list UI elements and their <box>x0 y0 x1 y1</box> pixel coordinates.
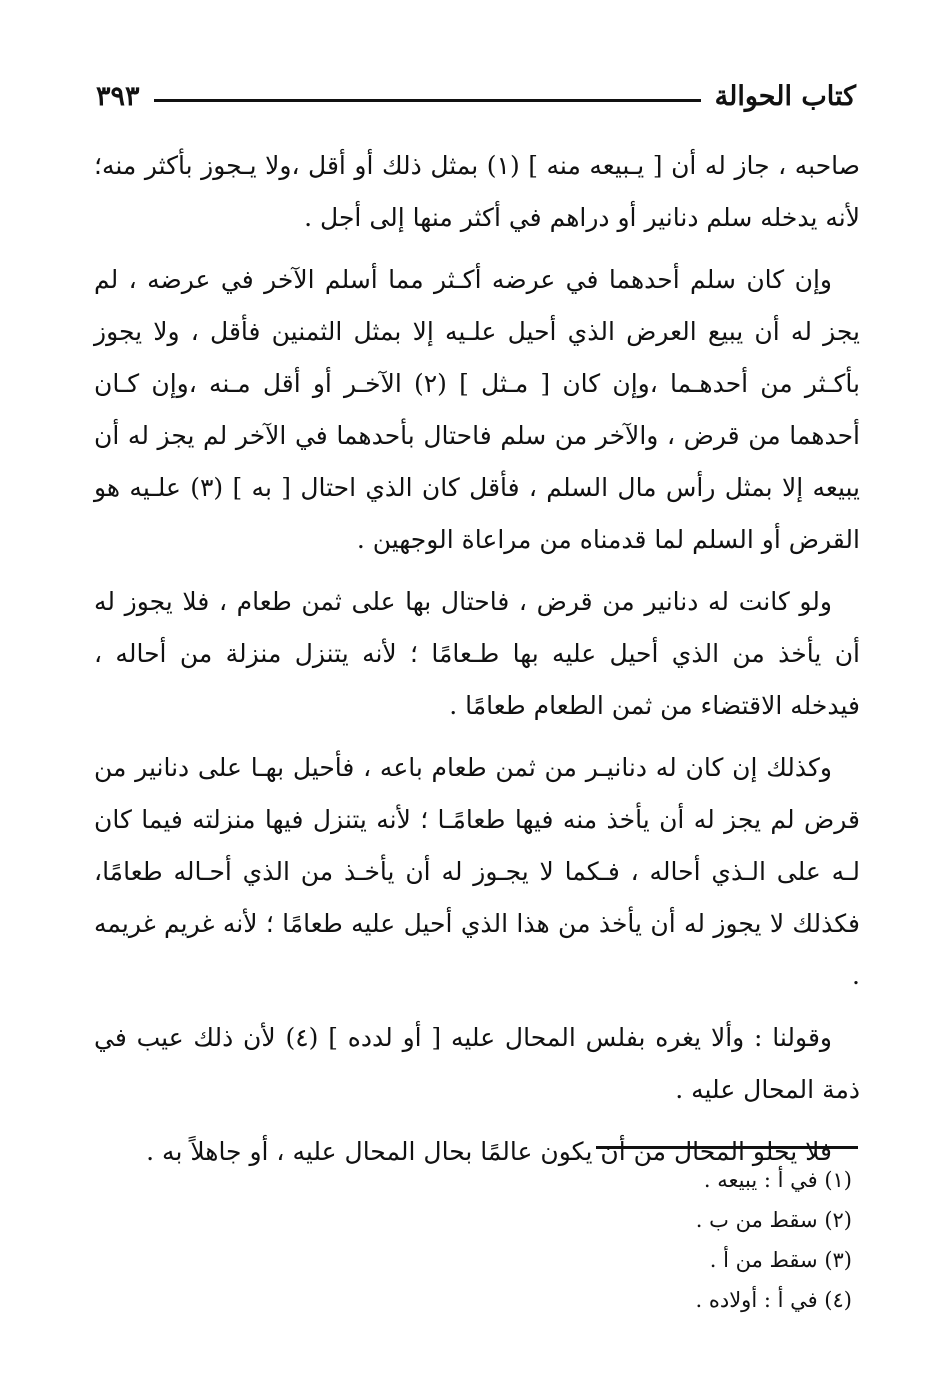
footnote-2: (٢) سقط من ب . <box>695 1208 852 1232</box>
footnotes <box>300 1160 852 1320</box>
page-number: ٣٩٣ <box>96 80 140 112</box>
footnote-4: (٤) في أ : أولاده . <box>695 1288 852 1312</box>
paragraph-4: وكذلك إن كان له دنانيـر من ثمن طعام باعه ، فأحيل بهـا على دنانير من قرض لم يجز له أن يأخذ منه فيها طعامًـا ؛ لأنه يتنزل فيها منزلته فيما كان لـه على الـذي أحاله ، فـكما لا يجـوز له أن يأخـذ من الذي أحـاله طعامًا، فكذلك لا يجوز له أن يأخذ من هذا الذي أحيل عليه طعامًا ؛ لأنه غريم غريمه . <box>94 753 860 990</box>
running-header <box>96 74 856 118</box>
chapter-title: كتاب الحوالة <box>714 80 856 112</box>
footnote-rule <box>596 1146 858 1149</box>
paragraph-3: ولو كانت له دنانير من قرض ، فاحتال بها على ثمن طعام ، فلا يجوز له أن يأخذ من الذي أحيل عليه بها طـعامًا ؛ لأنه يتنزل منزلة من أحاله ، فيدخله الاقتضاء من ثمن الطعام طعامًا . <box>94 587 860 720</box>
body-text <box>94 140 860 1188</box>
footnote-3: (٣) سقط من أ . <box>709 1248 852 1272</box>
paragraph-6: فلا يخلو المحال من أن يكون عالمًا بحال المحال عليه ، أو جاهلاً به . <box>146 1137 832 1166</box>
header-rule <box>154 99 701 102</box>
paragraph-5: وقولنا : وألا يغره بفلس المحال عليه [ أو لدده ] (٤) لأن ذلك عيب في ذمة المحال عليه . <box>94 1023 860 1104</box>
paragraph-1: صاحبه ، جاز له أن [ يـبيعه منه ] (١) بمثل ذلك أو أقل ،ولا يـجوز بأكثر منه؛ لأنه يدخله سلم دنانير أو دراهم في أكثر منها إلى أجل . <box>94 151 860 232</box>
footnote-1: (١) في أ : يبيعه . <box>703 1168 852 1192</box>
paragraph-2: وإن كان سلم أحدهما في عرضه أكـثر مما أسلم الآخر في عرضه ، لم يجز له أن يبيع العرض الذي أحيل علـيه إلا بمثل الثمنين فأقل ، ولا يجوز بأكـثر من أحدهـما ،وإن كان [ مـثل ] (٢) الآخـر أو أقل مـنه ،وإن كـان أحدهما من قرض ، والآخر من سلم فاحتال بأحدهما في الآخر لم يجز له أن يبيعه إلا بمثل رأس مال السلم ، فأقل كان الذي احتال [ به ] (٣) علـيه هو القرض أو السلم لما قدمناه من مراعاة الوجهين . <box>94 265 860 554</box>
